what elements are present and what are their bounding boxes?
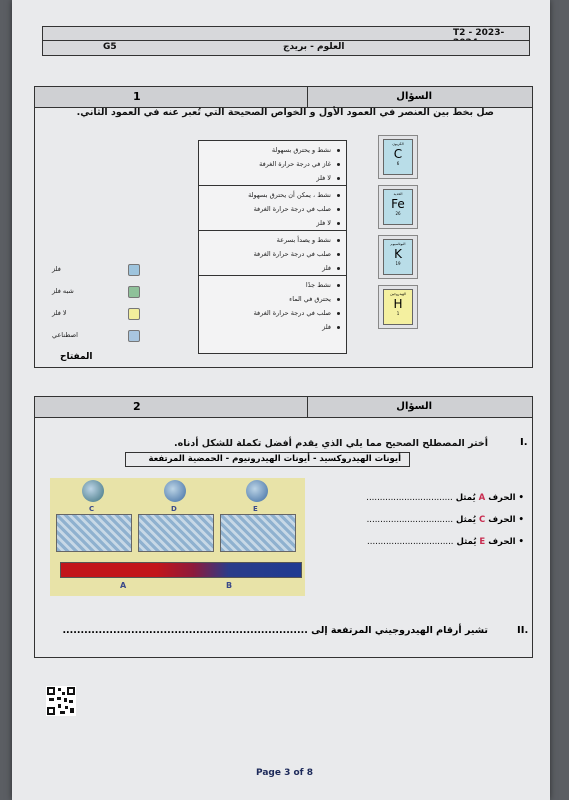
property-text: نشط جدًا	[305, 281, 331, 289]
legend-label: لا فلز	[52, 309, 67, 317]
qr-code-icon	[46, 686, 76, 716]
element-name: البوتاسيوم	[390, 242, 406, 246]
bullet-icon	[337, 312, 340, 315]
worksheet-page	[12, 0, 550, 800]
property-text: يحترق في الماء	[289, 295, 331, 303]
property-item	[199, 157, 340, 171]
element-number: 1	[396, 311, 400, 316]
beaker	[56, 514, 132, 552]
property-text: لا فلز	[316, 219, 331, 227]
answer-prefix: الحرف	[488, 515, 516, 525]
legend-swatch	[128, 330, 140, 342]
property-item	[199, 278, 340, 292]
ph-scale-bar	[60, 562, 302, 578]
element-tile-k	[383, 239, 413, 275]
property-item	[199, 247, 340, 261]
legend-label: شبه فلز	[52, 287, 74, 295]
answer-blank: ................................	[366, 493, 453, 503]
element-symbol: Fe	[391, 197, 405, 211]
beaker-label: D	[171, 505, 177, 513]
answer-row	[312, 493, 524, 503]
part-1-roman: I.	[520, 437, 528, 448]
bullet-icon	[337, 267, 340, 270]
grade-label: G5	[103, 42, 117, 52]
legend-swatch	[128, 286, 140, 298]
answer-suffix: يُمثل	[456, 537, 477, 547]
bullet-icon	[337, 163, 340, 166]
property-text: فلز	[322, 323, 331, 331]
answer-row	[312, 537, 524, 547]
property-item	[199, 261, 340, 275]
terms-text: أيونات الهيدروكسيد - أيونات الهيدرونيوم - الحمضية المرتفعة	[148, 454, 401, 464]
property-item	[199, 233, 340, 247]
answer-row	[312, 515, 524, 525]
legend-swatch	[128, 264, 140, 276]
question-1-number: 1	[133, 90, 141, 103]
property-text: نشط و يصدأ بسرعة	[276, 236, 331, 244]
property-group	[199, 276, 346, 334]
legend-swatch	[128, 308, 140, 320]
answer-blank: ................................	[366, 515, 454, 525]
legend-label: اصطناعي	[52, 331, 78, 339]
page-number: Page 3 of 8	[256, 768, 313, 778]
legend-row	[52, 264, 162, 276]
element-symbol: H	[393, 297, 403, 311]
element-number: 6	[396, 161, 400, 166]
answer-suffix: يُمثل	[456, 515, 476, 525]
question-1-bar	[34, 86, 533, 108]
answer-blank: ................................	[367, 537, 454, 547]
answer-letter: E	[479, 537, 486, 547]
answer-prefix: الحرف	[488, 537, 516, 547]
answer-letter: A	[478, 493, 486, 503]
bullet-icon: •	[515, 493, 524, 503]
legend-row	[52, 330, 162, 342]
subject-label: العلوم - بريدج	[283, 42, 345, 52]
element-tile-c	[383, 139, 413, 175]
element-name: الهيدروجين	[390, 292, 406, 296]
bullet-icon	[337, 222, 340, 225]
question-1-label: السؤال	[396, 91, 432, 102]
bullet-icon	[337, 298, 340, 301]
question-2-number: 2	[133, 400, 141, 413]
element-tile-fe	[383, 189, 413, 225]
property-group	[199, 231, 346, 276]
ion-molecule-icon	[82, 480, 104, 502]
legend-row	[52, 286, 162, 298]
bullet-icon: •	[515, 537, 524, 547]
answer-prefix: الحرف	[488, 493, 516, 503]
bullet-icon	[337, 177, 340, 180]
element-symbol: C	[393, 147, 403, 161]
property-text: صلب في درجة حرارة الغرفة	[253, 309, 331, 317]
bullet-icon	[337, 149, 340, 152]
ion-molecule-icon	[246, 480, 268, 502]
property-text: نشط ، يمكن أن يحترق بسهولة	[248, 191, 331, 199]
element-frame	[378, 135, 418, 179]
element-frame	[378, 285, 418, 329]
part-2-instruction: تشير أرقام الهيدروجيني المرتفعة إلى ....................................................................	[62, 625, 488, 636]
properties-column	[198, 140, 347, 354]
legend-label: فلز	[52, 265, 61, 273]
scale-label: A	[120, 581, 127, 590]
property-group	[199, 186, 346, 231]
scale-label: B	[226, 581, 233, 590]
legend-key-title: المفتاح	[60, 352, 93, 362]
terms-box	[125, 452, 410, 467]
property-item	[199, 171, 340, 185]
property-item	[199, 143, 340, 157]
bullet-icon	[337, 284, 340, 287]
question-2-bar	[34, 396, 533, 418]
property-text: صلب في درجة حرارة الغرفة	[253, 205, 331, 213]
legend-row	[52, 308, 162, 320]
property-text: لا فلز	[316, 174, 331, 182]
element-tile-h	[383, 289, 413, 325]
property-item	[199, 306, 340, 320]
property-text: صلب في درجة حرارة الغرفة	[253, 250, 331, 258]
answer-letter: C	[478, 515, 486, 525]
beaker	[220, 514, 296, 552]
bullet-icon	[337, 239, 340, 242]
question-1-instruction: صل بخط بين العنصر في العمود الأول و الخواص الصحيحة التي تُعبر عنه في العمود الثاني.	[76, 107, 494, 118]
question-2-label: السؤال	[396, 401, 432, 412]
element-name: الكربون	[392, 142, 404, 146]
property-group	[199, 141, 346, 186]
beaker-label: E	[253, 505, 258, 513]
property-item	[199, 216, 340, 230]
element-frame	[378, 185, 418, 229]
beaker-label: C	[89, 505, 95, 513]
ion-molecule-icon	[164, 480, 186, 502]
property-text: غاز في درجة حرارة الغرفة	[259, 160, 331, 168]
ph-figure	[50, 478, 305, 596]
answer-suffix: يُمثل	[455, 493, 476, 503]
property-text: فلز	[322, 264, 331, 272]
property-item	[199, 320, 340, 334]
element-number: 19	[395, 261, 401, 266]
property-item	[199, 188, 340, 202]
bullet-icon	[337, 253, 340, 256]
property-item	[199, 202, 340, 216]
element-number: 26	[395, 211, 401, 216]
part-1-instruction: أختر المصطلح الصحيح مما يلي الذي يقدم أفضل تكملة للشكل أدناه.	[173, 438, 488, 449]
bullet-icon	[337, 194, 340, 197]
bullet-icon: •	[515, 515, 524, 525]
bullet-icon	[337, 208, 340, 211]
element-frame	[378, 235, 418, 279]
element-symbol: K	[394, 247, 402, 261]
part-2-roman: II.	[517, 625, 529, 636]
year-label: T2 - 2023-	[453, 28, 505, 38]
property-text: نشط و يحترق بسهولة	[271, 146, 331, 154]
header-subject-bar	[42, 40, 530, 56]
bullet-icon	[337, 326, 340, 329]
beaker	[138, 514, 214, 552]
element-name: الحديد	[393, 192, 403, 196]
property-item	[199, 292, 340, 306]
